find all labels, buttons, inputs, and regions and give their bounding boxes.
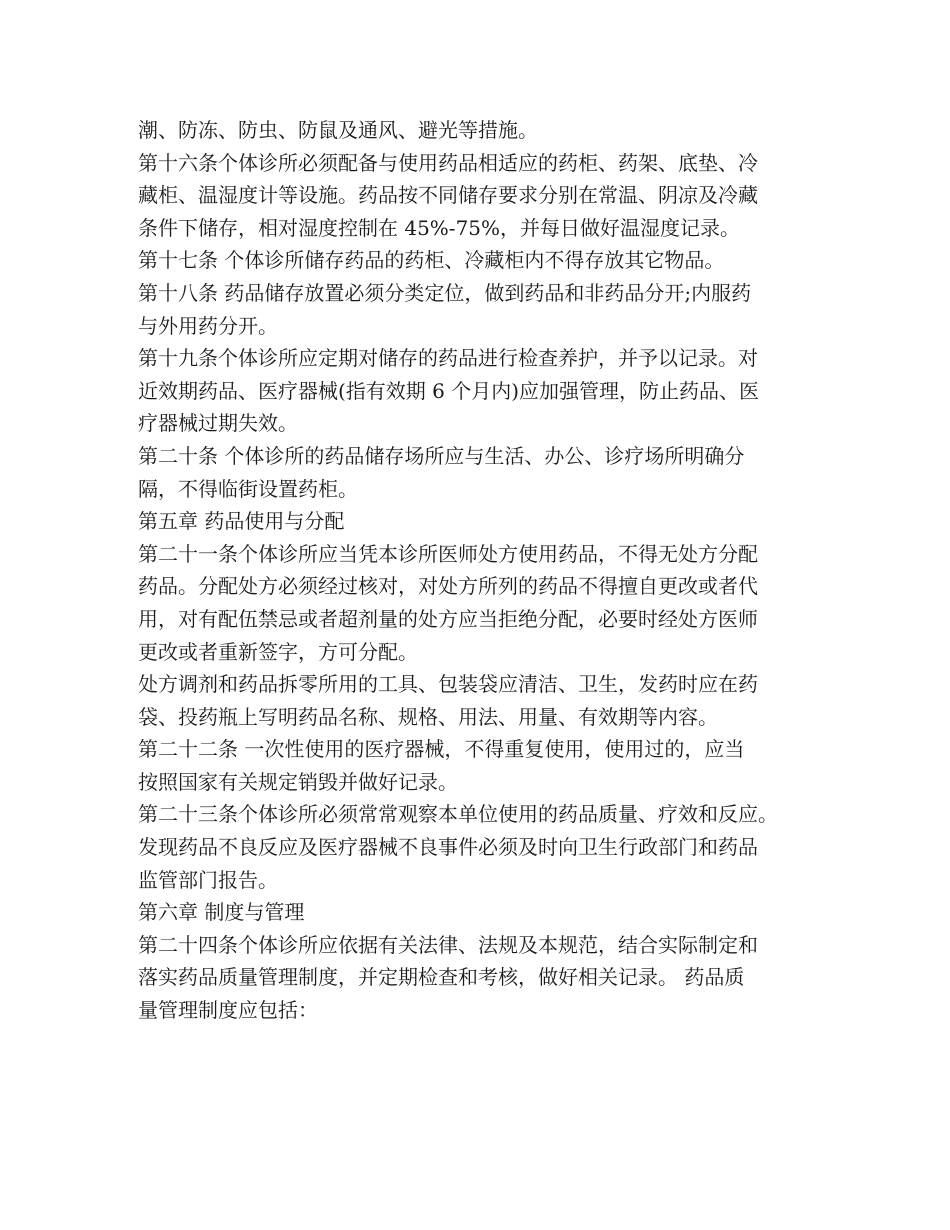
document-body xyxy=(138,114,828,1027)
text-line: 疗器械过期失效。 xyxy=(138,411,298,436)
text-line: 第二十一条个体诊所应当凭本诊所医师处方使用药品，不得无处方分配 xyxy=(138,541,758,566)
text-line: 量管理制度应包括： xyxy=(138,998,318,1023)
text-line: 处方调剂和药品拆零所用的工具、包装袋应清洁、卫生，发药时应在药 xyxy=(138,672,758,697)
text-line: 第二十二条 一次性使用的医疗器械，不得重复使用，使用过的，应当 xyxy=(138,737,745,762)
text-line: 隔，不得临街设置药柜。 xyxy=(138,476,358,501)
text-line: 近效期药品、医疗器械(指有效期 6 个月内)应加强管理，防止药品、医 xyxy=(138,378,760,403)
text-line: 发现药品不良反应及医疗器械不良事件必须及时向卫生行政部门和药品 xyxy=(138,835,758,860)
text-line: 按照国家有关规定销毁并做好记录。 xyxy=(138,769,458,794)
text-line: 第二十四条个体诊所应依据有关法律、法规及本规范，结合实际制定和 xyxy=(138,932,758,957)
text-line: 藏柜、温湿度计等设施。药品按不同储存要求分别在常温、阴凉及冷藏 xyxy=(138,183,758,208)
text-line: 第二十条 个体诊所的药品储存场所应与生活、办公、诊疗场所明确分 xyxy=(138,443,745,468)
text-line: 第十七条 个体诊所储存药品的药柜、冷藏柜内不得存放其它物品。 xyxy=(138,248,725,273)
text-line: 更改或者重新签字，方可分配。 xyxy=(138,639,418,664)
text-line: 第十六条个体诊所必须配备与使用药品相适应的药柜、药架、底垫、冷 xyxy=(138,150,758,175)
text-line: 袋、投药瓶上写明药品名称、规格、用法、用量、有效期等内容。 xyxy=(138,704,718,729)
text-line: 第二十三条个体诊所必须常常观察本单位使用的药品质量、疗效和反应。 xyxy=(138,802,778,827)
text-line: 条件下储存，相对湿度控制在 45%-75%，并每日做好温湿度记录。 xyxy=(138,215,741,240)
text-line: 潮、防冻、防虫、防鼠及通风、避光等措施。 xyxy=(138,118,538,142)
text-line: 第十八条 药品储存放置必须分类定位，做到药品和非药品分开;内服药 xyxy=(138,280,752,305)
chapter-heading: 第五章 药品使用与分配 xyxy=(138,509,345,534)
chapter-heading: 第六章 制度与管理 xyxy=(138,900,305,925)
text-line: 用，对有配伍禁忌或者超剂量的处方应当拒绝分配，必要时经处方医师 xyxy=(138,606,758,631)
text-line: 落实药品质量管理制度，并定期检查和考核，做好相关记录。 药品质 xyxy=(138,965,745,990)
text-line: 监管部门报告。 xyxy=(138,867,278,892)
text-line: 药品。分配处方必须经过核对，对处方所列的药品不得擅自更改或者代 xyxy=(138,574,758,599)
text-line: 与外用药分开。 xyxy=(138,313,278,338)
text-line: 第十九条个体诊所应定期对储存的药品进行检查养护，并予以记录。对 xyxy=(138,346,758,371)
